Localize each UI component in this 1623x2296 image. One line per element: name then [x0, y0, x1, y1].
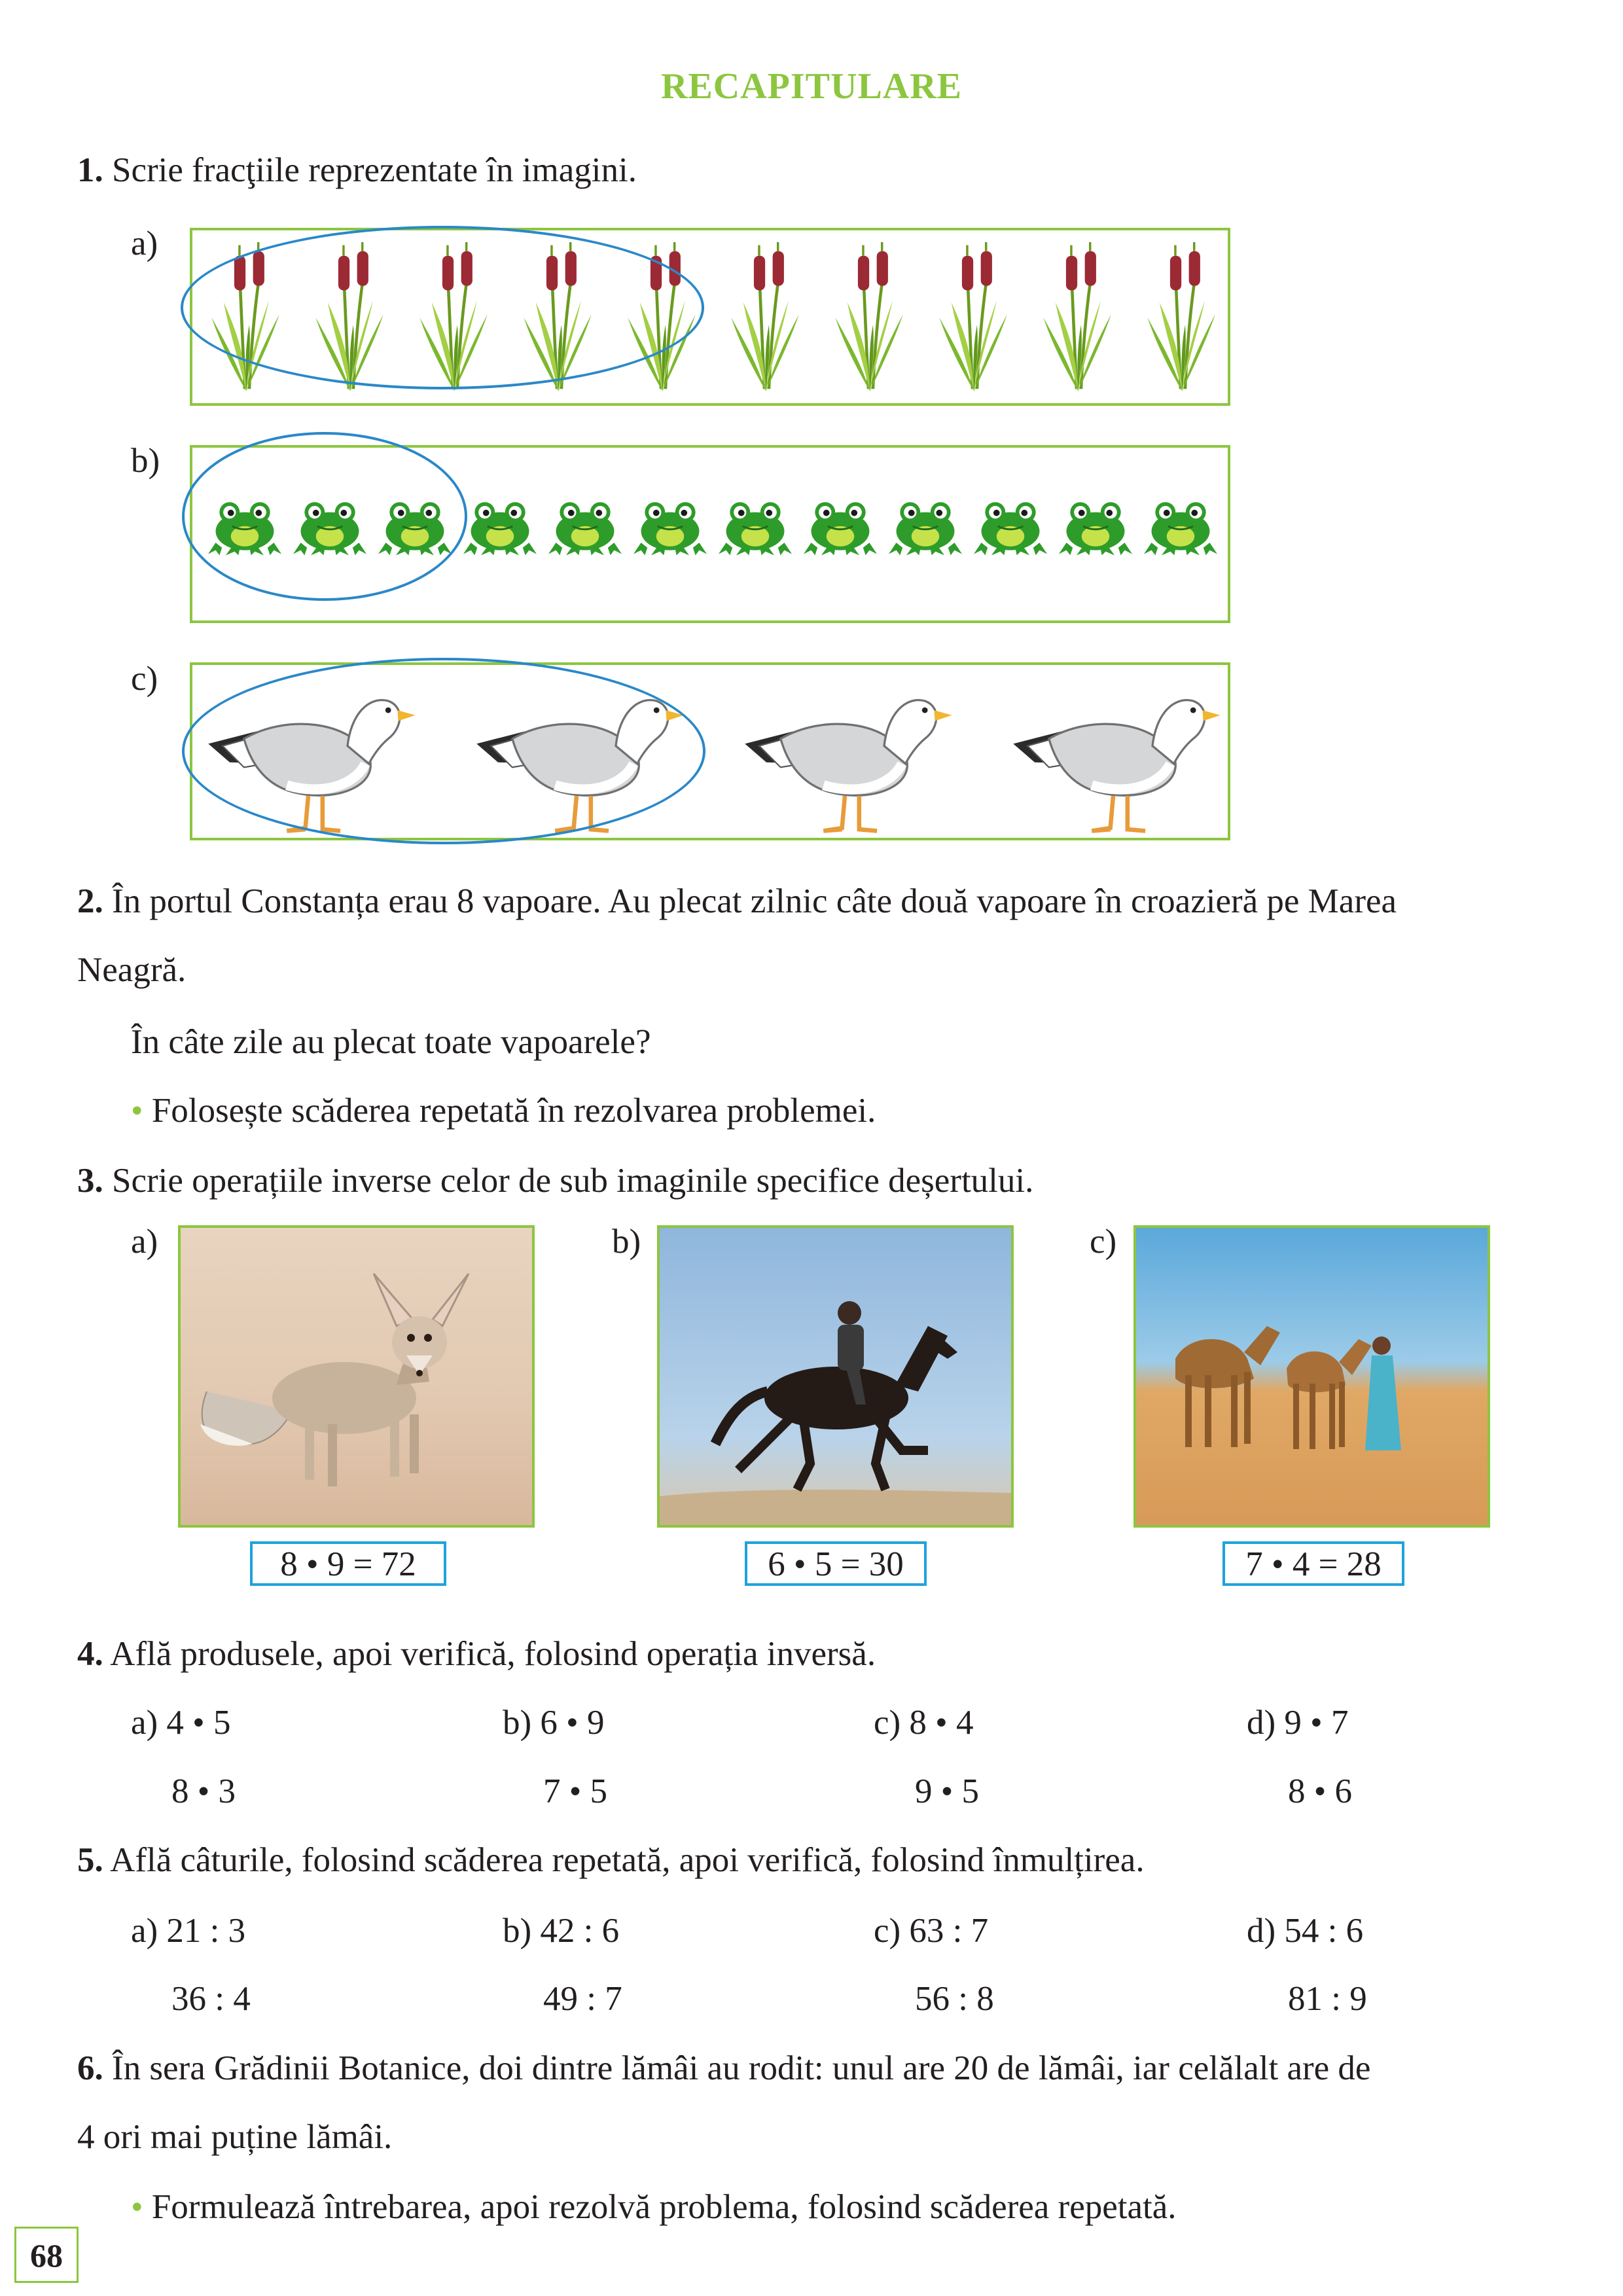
exercise-text: Află câturile, folosind scăderea repetată, apoi verifică, folosind înmulțirea.: [110, 1841, 1145, 1879]
exercise-text: Scrie operațiile inverse celor de sub imaginile specifice deșertului.: [112, 1162, 1034, 1200]
bullet: •: [131, 1092, 143, 1130]
cattail-plant-icon: [1037, 242, 1116, 393]
exercise-number: 2.: [77, 882, 103, 920]
exercise-number: 5.: [77, 1841, 103, 1879]
fox-icon: [181, 1228, 532, 1525]
camels-icon: [1136, 1228, 1488, 1525]
cattail-plant-icon: [933, 242, 1012, 393]
frog-icon: [802, 492, 878, 558]
exercise-item: a) 4 • 5: [131, 1704, 231, 1742]
selection-oval: [182, 432, 467, 601]
frog-icon: [717, 492, 793, 558]
exercise-text: Află produsele, apoi verifică, folosind operația inversă.: [110, 1635, 876, 1673]
frog-icon: [462, 492, 538, 558]
exercise-3-heading: [77, 1160, 1033, 1202]
horse-rider-icon: [660, 1228, 1011, 1525]
frog-icon: [1143, 492, 1219, 558]
exercise-number: 3.: [77, 1162, 103, 1200]
horse-rider-photo: [657, 1225, 1014, 1528]
exercise-item: 36 : 4: [171, 1980, 251, 2018]
exercise-item: 56 : 8: [915, 1980, 994, 2018]
exercise-text: În portul Constanța erau 8 vapoare. Au plecat zilnic câte două vapoare în croazieră pe Marea: [112, 882, 1397, 920]
exercise-text: Scrie fracţiile reprezentate în imagini.: [112, 151, 637, 189]
exercise-item: 7 • 5: [543, 1772, 608, 1810]
exercise-2-line2: Neagră.: [77, 951, 187, 989]
image-label: a): [131, 1223, 158, 1261]
exercise-item: b) 42 : 6: [503, 1912, 620, 1950]
bullet: •: [131, 2188, 143, 2226]
exercise-1-heading: [77, 149, 637, 191]
exercise-number: 4.: [77, 1635, 103, 1673]
exercise-6-line1: [77, 2047, 1370, 2089]
exercise-2-hint: [131, 1090, 876, 1132]
exercise-4-heading: [77, 1633, 876, 1675]
hint-text: Formulează întrebarea, apoi rezolvă problema, folosind scăderea repetată.: [151, 2188, 1177, 2226]
camels-desert-photo: [1133, 1225, 1490, 1528]
page-title: RECAPITULARE: [660, 66, 963, 107]
exercise-text: În sera Grădinii Botanice, doi dintre lămâi au rodit: unul are 20 de lămâi, iar celălalt are de: [112, 2049, 1371, 2087]
exercise-2-question: În câte zile au plecat toate vapoarele?: [131, 1023, 651, 1061]
selection-oval: [181, 226, 704, 389]
image-label: b): [612, 1223, 641, 1261]
exercise-item: c) 63 : 7: [874, 1912, 989, 1950]
exercise-item: c) 8 • 4: [874, 1704, 974, 1742]
frog-icon: [547, 492, 623, 558]
row-label: a): [131, 224, 158, 262]
exercise-5-heading: [77, 1839, 1145, 1881]
seagull-icon: [737, 678, 953, 835]
exercise-item: 9 • 5: [915, 1772, 980, 1810]
exercise-item: 81 : 9: [1288, 1980, 1367, 2018]
operation-box: 7 • 4 = 28: [1222, 1541, 1404, 1586]
frog-icon: [632, 492, 708, 558]
operation-box: 6 • 5 = 30: [745, 1541, 927, 1586]
row-label: c): [131, 660, 158, 698]
cattail-plant-icon: [725, 242, 804, 393]
image-label: c): [1090, 1223, 1117, 1261]
row-label: b): [131, 442, 160, 480]
seagull-icon: [1005, 678, 1221, 835]
exercise-number: 1.: [77, 151, 103, 189]
operation-box: 8 • 9 = 72: [250, 1541, 446, 1586]
hint-text: Folosește scăderea repetată în rezolvarea problemei.: [151, 1092, 876, 1130]
exercise-item: d) 9 • 7: [1247, 1704, 1349, 1742]
exercise-2-line1: [77, 880, 1397, 922]
selection-oval: [182, 658, 705, 844]
exercise-item: a) 21 : 3: [131, 1912, 246, 1950]
exercise-6-line2: 4 ori mai puține lămâi.: [77, 2118, 393, 2156]
frog-icon: [1058, 492, 1133, 558]
cattail-plant-icon: [829, 242, 908, 393]
exercise-6-hint: [131, 2186, 1177, 2228]
exercise-number: 6.: [77, 2049, 103, 2087]
exercise-item: d) 54 : 6: [1247, 1912, 1364, 1950]
exercise-item: 8 • 6: [1288, 1772, 1353, 1810]
exercise-item: 8 • 3: [171, 1772, 236, 1810]
exercise-item: b) 6 • 9: [503, 1704, 605, 1742]
exercise-item: 49 : 7: [543, 1980, 622, 2018]
desert-fox-photo: [178, 1225, 535, 1528]
cattail-plant-icon: [1141, 242, 1220, 393]
page-number: 68: [14, 2227, 79, 2283]
frog-icon: [972, 492, 1048, 558]
frog-icon: [887, 492, 963, 558]
